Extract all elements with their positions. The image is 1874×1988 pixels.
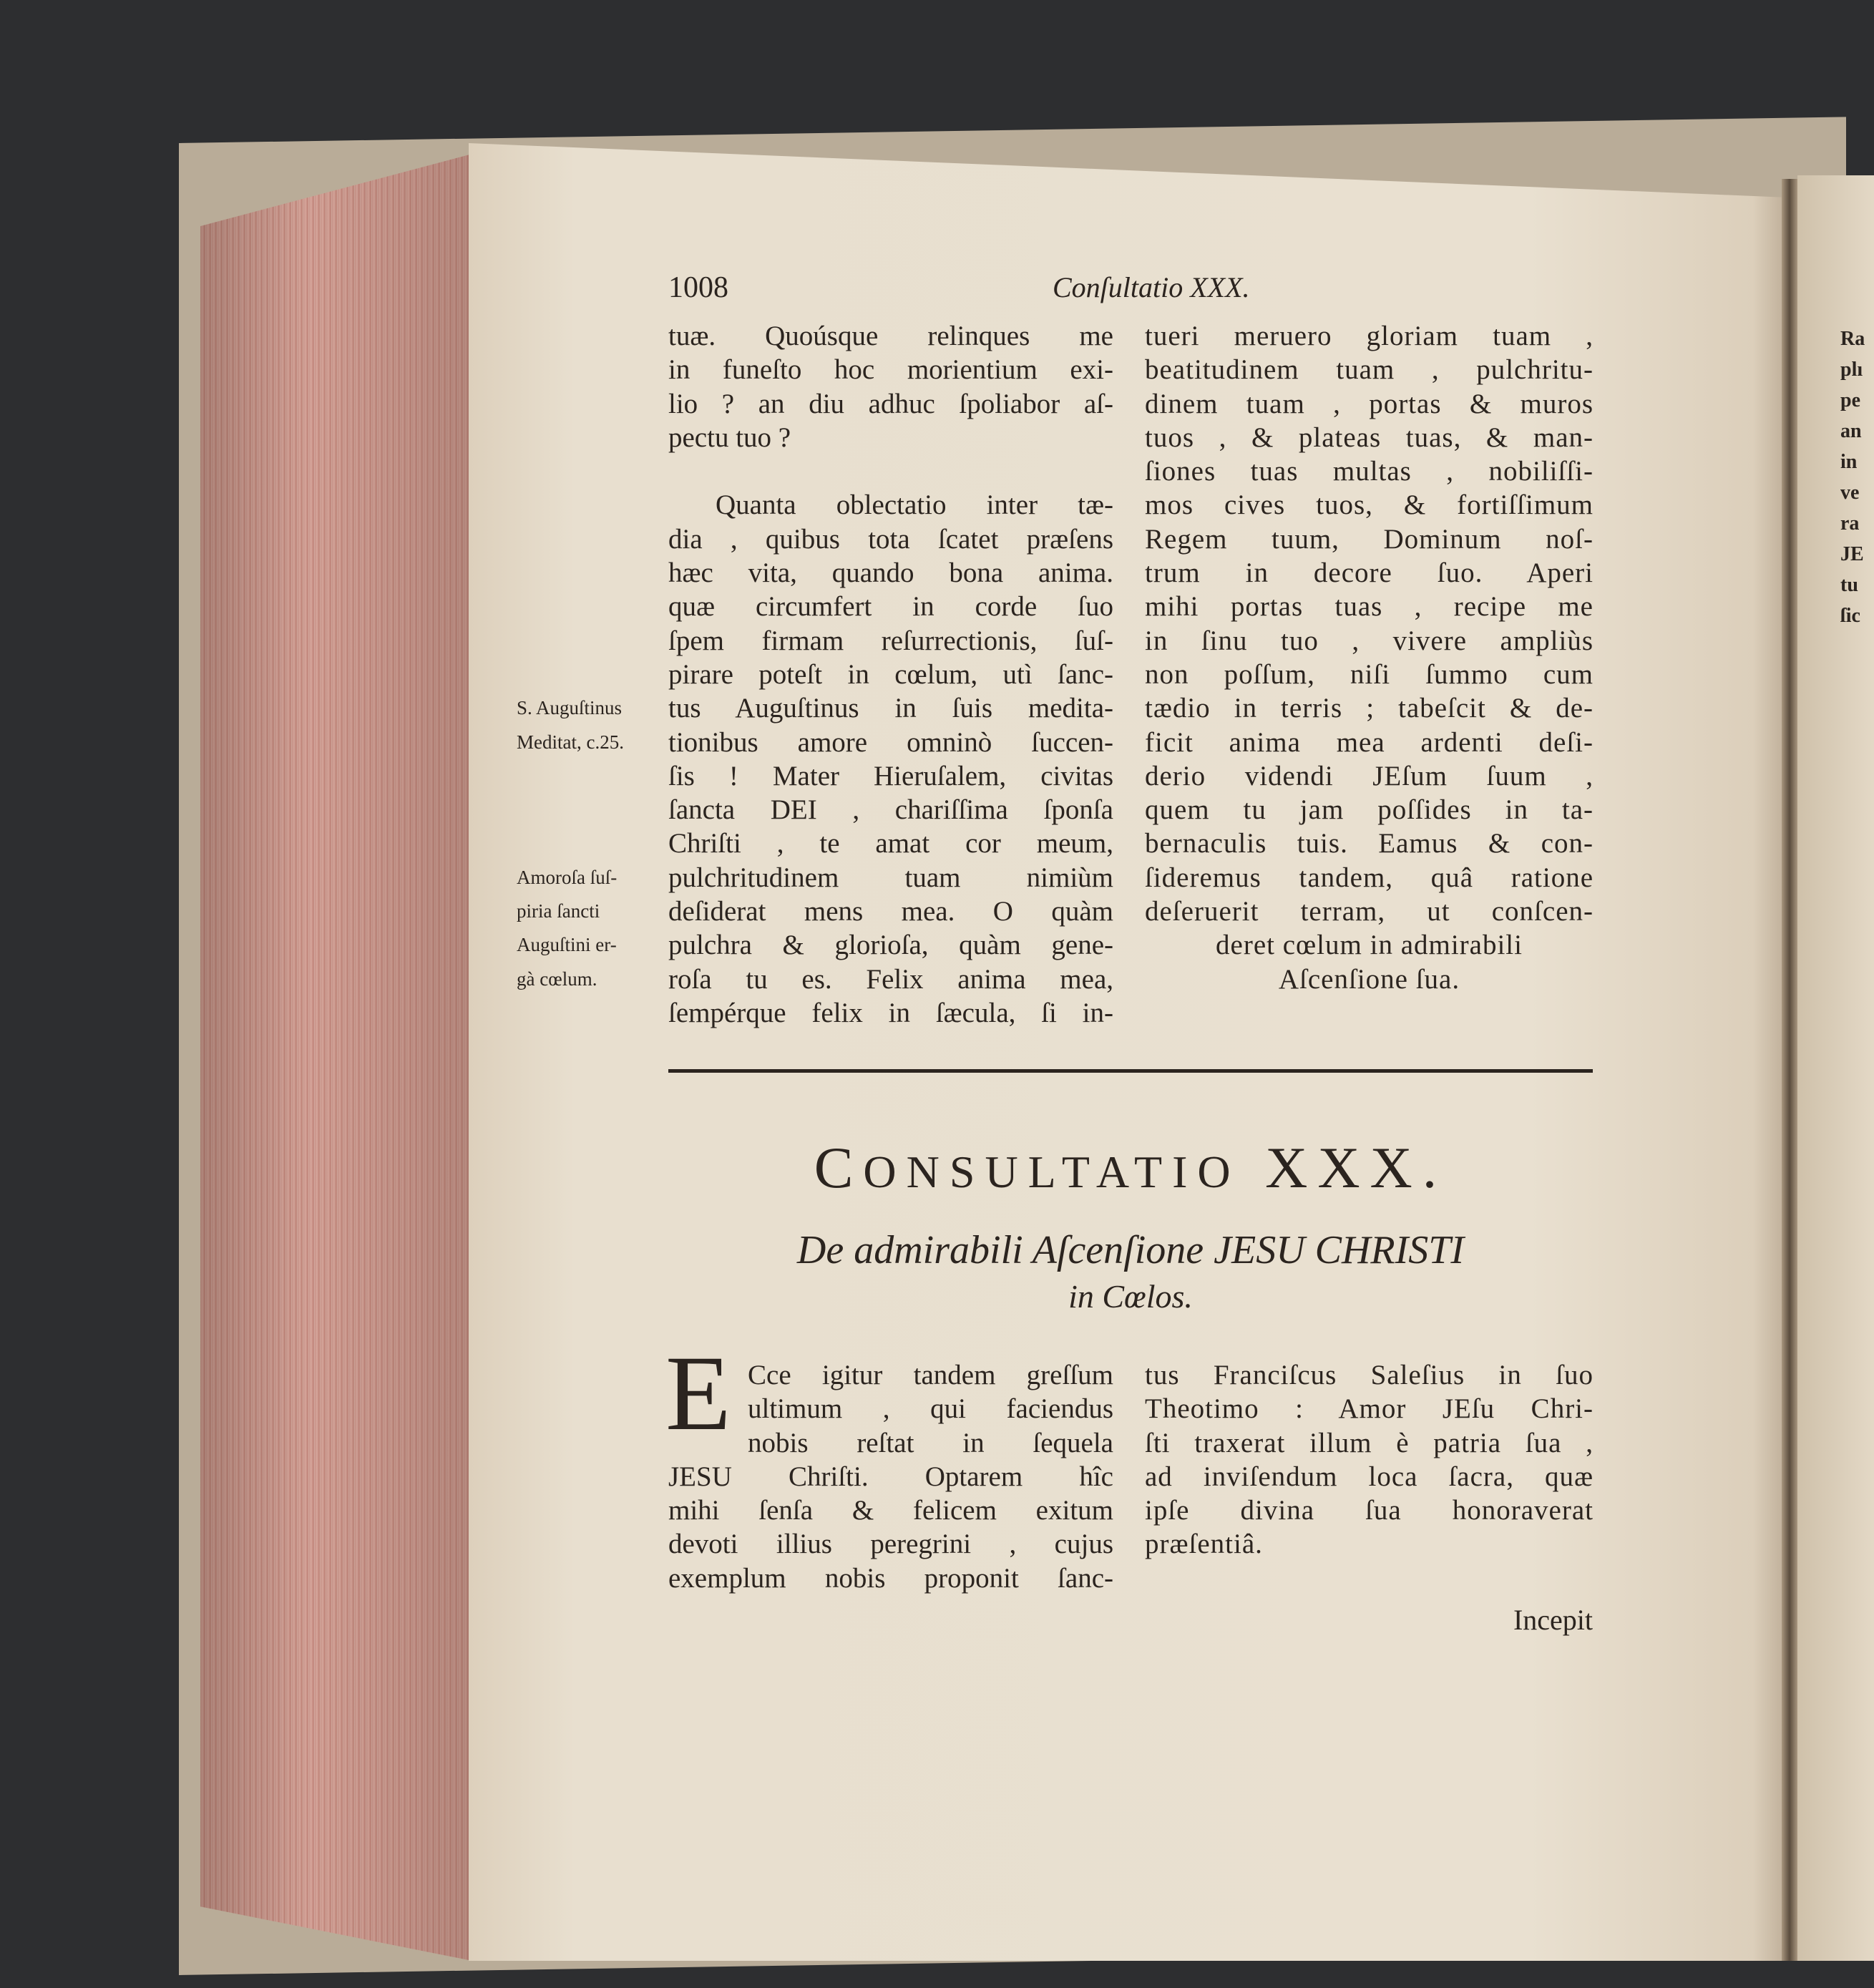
text-line: ficit anima mea ardenti deſi- — [1145, 726, 1594, 758]
text-line: JESU Chriſti. Optarem hîc — [668, 1461, 1113, 1492]
facing-page-fragment: plı — [1840, 359, 1863, 381]
facing-page-fragment: an — [1840, 420, 1862, 442]
text-line: deſiderat mens mea. O quàm — [668, 896, 1113, 927]
text-line: pulchritudinem tuam nimiùm — [668, 862, 1113, 893]
text-line: roſa tu es. Felix anima mea, — [668, 963, 1113, 995]
margin-note-line: Amoroſa ſuſ- — [517, 866, 618, 888]
chapter-right-column — [1145, 1358, 1594, 1561]
text-line: quem tu jam poſſides in ta- — [1145, 794, 1594, 826]
text-line: ſti traxerat illum è patria ſua , — [1145, 1427, 1594, 1458]
text-line: mos cives tuos, & fortiſſimum — [1145, 489, 1594, 521]
section-divider-rule — [668, 1069, 1593, 1073]
text-line: ſempérque felix in ſæcula, ſi in- — [668, 997, 1113, 1028]
text-line: præſentiâ. — [1145, 1529, 1263, 1560]
text-line: Chriſti , te amat cor meum, — [668, 828, 1113, 859]
text-line: hæc vita, quando bona anima. — [668, 557, 1113, 589]
text-line: ipſe divina ſua honoraverat — [1145, 1495, 1594, 1526]
text-line: mihi portas tuas , recipe me — [1145, 591, 1594, 623]
margin-note-line: gà cœlum. — [517, 968, 597, 990]
text-line: tædio in terris ; tabeſcit & de- — [1145, 693, 1594, 724]
book-gutter — [1782, 179, 1797, 1961]
text-line: ad inviſendum loca ſacra, quæ — [1145, 1461, 1594, 1492]
running-title: Conſultatio XXX. — [1053, 271, 1250, 303]
text-line: in ſinu tuo , vivere ampliùs — [1145, 625, 1594, 656]
text-line: non poſſum, niſi ſummo cum — [1145, 658, 1594, 690]
margin-note-line: S. Auguſtinus — [517, 697, 623, 719]
text-line: lio ? an diu adhuc ſpoliabor aſ- — [668, 388, 1113, 419]
chapter-left-column — [668, 1358, 1113, 1595]
catchword: Incepit — [1513, 1604, 1593, 1636]
text-line: ſpem firmam reſurrectionis, ſuſ- — [668, 625, 1113, 656]
text-line: Quanta oblectatio inter tæ- — [716, 489, 1113, 521]
facing-page-fragment: ve — [1840, 482, 1860, 504]
text-line: deſeruerit terram, ut conſcen- — [1145, 896, 1594, 927]
facing-page-fragment: Ra — [1840, 328, 1865, 350]
text-line: ſideremus tandem, quâ ratione — [1145, 862, 1594, 893]
text-line: ſancta DEI , chariſſima ſponſa — [668, 794, 1113, 826]
margin-note-line: Auguſtini er- — [517, 934, 617, 956]
chapter-title-number: XXX. — [1265, 1135, 1448, 1200]
text-line: tus Franciſcus Saleſius in ſuo — [1145, 1360, 1594, 1390]
text-line: devoti illius peregrini , cujus — [668, 1529, 1113, 1560]
chapter-subtitle: De admirabili Aſcenſione JESU CHRISTI — [796, 1228, 1465, 1272]
margin-note-line: Meditat, c.25. — [517, 731, 624, 753]
text-line: pulchra & glorioſa, quàm gene- — [668, 930, 1113, 961]
text-line: exemplum nobis proponit ſanc- — [668, 1562, 1113, 1594]
text-line: nobis reſtat in ſequela — [748, 1427, 1113, 1458]
facing-page-fragment: ſic — [1840, 605, 1860, 627]
book-page — [469, 143, 1792, 1961]
page-number: 1008 — [668, 271, 728, 304]
chapter-title-initial: C — [814, 1135, 864, 1200]
text-line: Aſcenſione ſua. — [1278, 963, 1460, 995]
text-line: ultimum , qui faciendus — [748, 1393, 1113, 1425]
chapter-title — [668, 1134, 1593, 1202]
text-line: tuæ. Quoúsque relinques me — [668, 321, 1113, 351]
facing-page-fragment: JE — [1840, 543, 1864, 565]
text-line: deret cœlum in admirabili — [1216, 930, 1523, 961]
text-line: bernaculis tuis. Eamus & con- — [1145, 828, 1594, 859]
text-line: ſiones tuas multas , nobiliſſi- — [1145, 456, 1594, 487]
text-line: dinem tuam , portas & muros — [1145, 388, 1594, 419]
text-line: in funeſto hoc morientium exi- — [668, 354, 1113, 386]
text-line: trum in decore ſuo. Aperi — [1145, 557, 1594, 589]
text-line: tuos , & plateas tuas, & man- — [1145, 422, 1594, 453]
text-line: pirare poteſt in cœlum, utì ſanc- — [668, 658, 1113, 690]
text-line: dia , quibus tota ſcatet præſens — [668, 523, 1113, 555]
text-line: mihi ſenſa & felicem exitum — [668, 1495, 1113, 1526]
text-line: tus Auguſtinus in ſuis medita- — [668, 693, 1113, 724]
drop-cap: E — [665, 1334, 731, 1453]
text-line: tueri meruero gloriam tuam , — [1145, 321, 1594, 351]
facing-page-fragment: tu — [1840, 574, 1858, 596]
facing-page-fragment: pe — [1840, 389, 1860, 411]
top-right-column — [1145, 319, 1594, 996]
text-line: pectu tuo ? — [668, 422, 791, 453]
chapter-subtitle-line2: in Cœlos. — [1068, 1278, 1193, 1315]
text-line: derio videndi JEſum ſuum , — [1145, 760, 1594, 791]
chapter-title-word: ONSULTATIO — [863, 1146, 1241, 1197]
text-line: ſis ! Mater Hieruſalem, civitas — [668, 760, 1113, 791]
text-line: tionibus amore omninò ſuccen- — [668, 726, 1113, 758]
facing-page-fragment: ra — [1840, 512, 1860, 535]
text-line: Theotimo : Amor JEſu Chri- — [1145, 1393, 1594, 1425]
facing-page-edge — [1797, 175, 1874, 1961]
text-line: Regem tuum, Dominum noſ- — [1145, 523, 1594, 555]
page-block-shading — [200, 154, 472, 1961]
top-left-column — [668, 319, 1113, 1030]
margin-note-line: piria ſancti — [517, 900, 600, 922]
text-line — [668, 454, 1113, 488]
text-line: beatitudinem tuam , pulchritu- — [1145, 354, 1594, 386]
text-line: Cce igitur tandem greſſum — [748, 1360, 1113, 1390]
facing-page-fragment: in — [1840, 451, 1858, 473]
text-line: quæ circumfert in corde ſuo — [668, 591, 1113, 623]
